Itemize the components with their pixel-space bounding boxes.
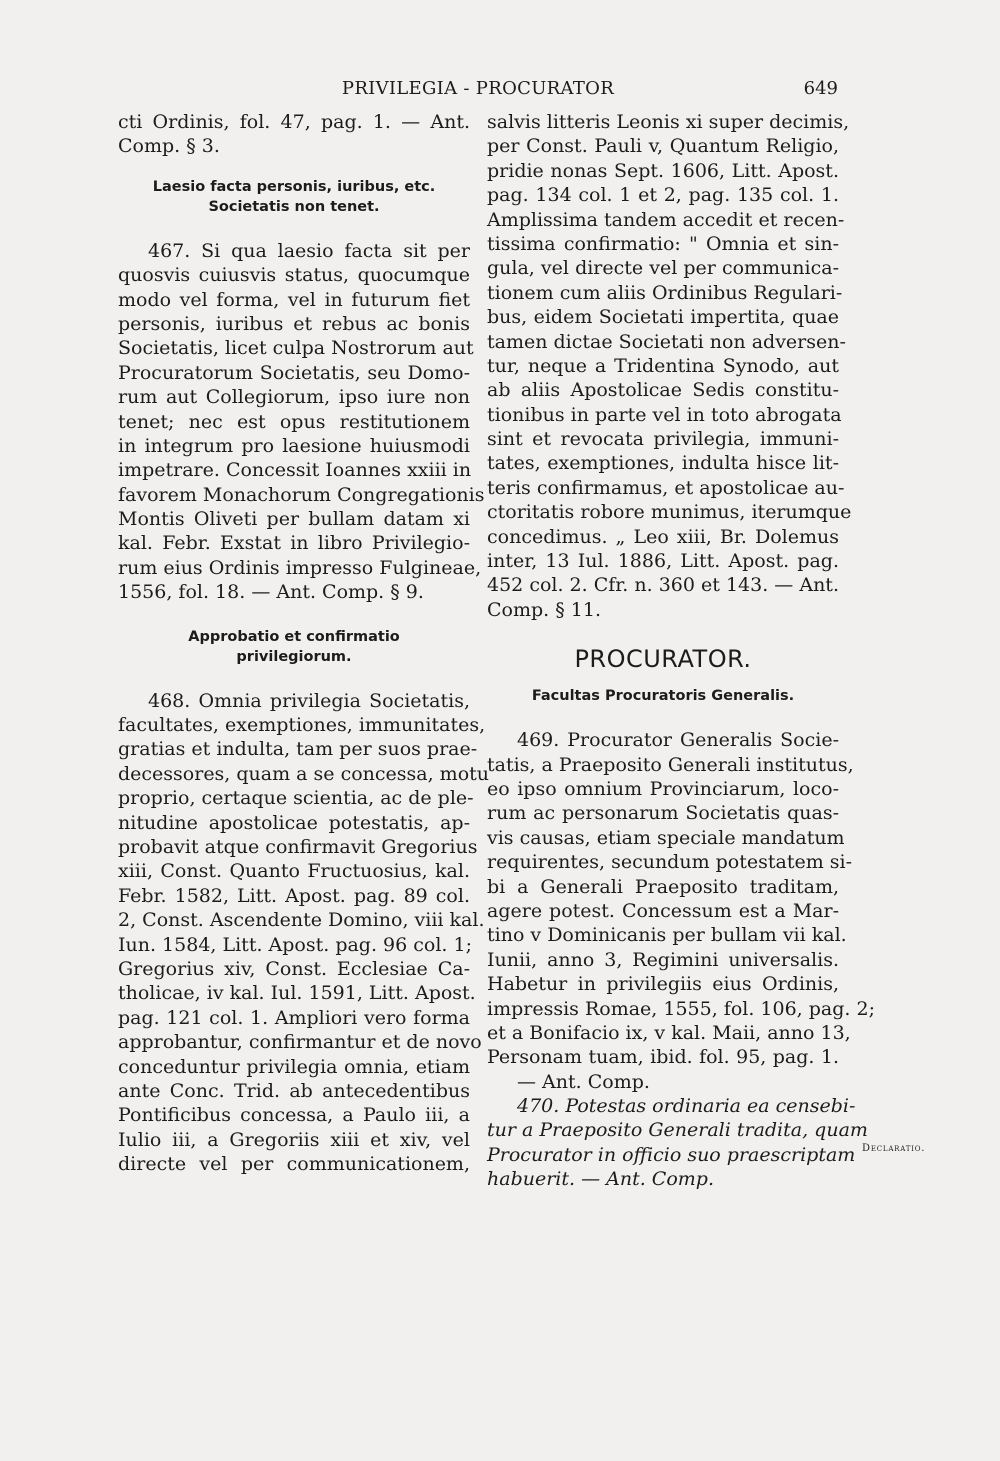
text-line: bus, eidem Societati impertita, quae <box>487 306 839 329</box>
text-line: tur a Praeposito Generali tradita, quam <box>487 1119 868 1142</box>
text-line: vis causas, etiam speciale mandatum <box>487 826 845 849</box>
text-line: directe vel per communicationem, <box>118 1153 470 1176</box>
text-line: tionem cum aliis Ordinibus Regulari- <box>487 281 843 304</box>
text-line: — Ant. Comp. <box>517 1070 650 1093</box>
section-heading: Societatis non tenet. <box>208 198 380 215</box>
left-column <box>118 110 490 1176</box>
text-line: Procuratorum Societatis, seu Domo- <box>118 361 470 384</box>
paragraph-467 <box>118 239 485 605</box>
text-line: salvis litteris Leonis xi super decimis, <box>487 111 850 133</box>
text-line: teris confirmamus, et apostolicae au- <box>487 476 845 499</box>
text-line: 452 col. 2. Cfr. n. 360 et 143. — Ant. <box>487 574 839 597</box>
text-line: personis, iuribus et rebus ac bonis <box>118 312 470 335</box>
text-line: favorem Monachorum Congregationis <box>118 483 485 506</box>
margin-note: Declaratio. <box>862 1143 926 1154</box>
text-line: cti Ordinis, fol. 47, pag. 1. — Ant. <box>118 111 470 133</box>
text-line: Iun. 1584, Litt. Apost. pag. 96 col. 1; <box>118 933 472 956</box>
right-column <box>487 110 875 1192</box>
text-line: concedimus. „ Leo xiii, Br. Dolemus <box>487 525 839 548</box>
section-heading: Approbatio et confirmatio <box>188 628 400 645</box>
text-line: ctoritatis robore munimus, iterumque <box>487 501 852 524</box>
text-line: per Const. Pauli v, Quantum Religio, <box>487 135 839 158</box>
text-line: Amplissima tandem accedit et recen- <box>487 208 845 231</box>
text-line: Gregorius xiv, Const. Ecclesiae Ca- <box>118 957 470 980</box>
text-line: impetrare. Concessit Ioannes xxiii in <box>118 459 472 482</box>
paragraph-468 <box>118 689 490 1177</box>
section-title: PROCURATOR. <box>574 645 752 674</box>
running-head <box>118 78 838 104</box>
text-line: tionibus in parte vel in toto abrogata <box>487 403 842 426</box>
paragraph-470 <box>487 1094 868 1192</box>
text-line: 470. Potestas ordinaria ea censebi- <box>517 1095 856 1118</box>
text-line: facultates, exemptiones, immunitates, <box>118 714 486 737</box>
text-line: Comp. § 11. <box>487 598 601 621</box>
text-line: agere potest. Concessum est a Mar- <box>487 899 839 922</box>
text-line: nitudine apostolicae potestatis, ap- <box>118 811 470 834</box>
text-line: Societatis, licet culpa Nostrorum aut <box>118 337 474 360</box>
text-line: Personam tuam, ibid. fol. 95, pag. 1. <box>487 1046 839 1069</box>
text-line: Comp. § 3. <box>118 135 220 158</box>
text-line: probavit atque confirmavit Gregorius <box>118 835 478 858</box>
text-line: rum eius Ordinis impresso Fulgineae, <box>118 556 482 579</box>
text-line: Procurator in officio suo praescriptam <box>487 1143 856 1166</box>
text-line: quosvis cuiusvis status, quocumque <box>118 264 470 287</box>
section-heading: privilegiorum. <box>236 648 352 665</box>
text-line: xiii, Const. Quanto Fructuosius, kal. <box>118 860 470 883</box>
text-line: tatis, a Praeposito Generali institutus, <box>487 753 854 776</box>
text-line: Iunii, anno 3, Regimini universalis. <box>487 948 839 971</box>
text-line: tates, exemptiones, indulta hisce lit- <box>487 452 839 475</box>
text-line: 467. Si qua laesio facta sit per <box>148 239 470 262</box>
text-line: et a Bonifacio ix, v kal. Maii, anno 13, <box>487 1021 851 1044</box>
paragraph-469 <box>487 728 875 1094</box>
running-title: PRIVILEGIA - PROCURATOR <box>341 78 615 99</box>
text-line: ab aliis Apostolicae Sedis constitu- <box>487 379 839 402</box>
text-line: pag. 134 col. 1 et 2, pag. 135 col. 1. <box>487 184 839 207</box>
text-line: tissima confirmatio: " Omnia et sin- <box>487 232 839 255</box>
text-line: conceduntur privilegia omnia, etiam <box>118 1055 470 1078</box>
text-line: tholicae, iv kal. Iul. 1591, Litt. Apost. <box>118 982 476 1005</box>
text-line: Febr. 1582, Litt. Apost. pag. 89 col. <box>118 884 470 907</box>
text-line: gula, vel directe vel per communica- <box>487 257 839 280</box>
text-line: modo vel forma, vel in futurum fiet <box>118 288 470 311</box>
text-line: in integrum pro laesione huiusmodi <box>118 434 470 457</box>
paragraph-468-continued <box>487 110 852 622</box>
text-line: 2, Const. Ascendente Domino, viii kal. <box>118 909 485 932</box>
text-line: 468. Omnia privilegia Societatis, <box>148 689 470 712</box>
text-line: pridie nonas Sept. 1606, Litt. Apost. <box>487 159 839 182</box>
text-line: habuerit. — Ant. Comp. <box>487 1168 714 1191</box>
text-line: proprio, certaque scientia, ac de ple- <box>118 787 474 810</box>
text-line: Pontificibus concessa, a Paulo iii, a <box>118 1104 470 1127</box>
text-line: Montis Oliveti per bullam datam xi <box>118 508 470 531</box>
text-line: eo ipso omnium Provinciarum, loco- <box>487 777 839 800</box>
text-line: kal. Febr. Exstat in libro Privilegio- <box>118 532 470 555</box>
text-line: tur, neque a Tridentina Synodo, aut <box>487 354 839 377</box>
text-line: Iulio iii, a Gregoriis xiii et xiv, vel <box>118 1128 470 1151</box>
text-line: tenet; nec est opus restitutionem <box>118 410 470 433</box>
text-line: gratias et indulta, tam per suos prae- <box>118 738 478 761</box>
text-line: decessores, quam a se concessa, motu <box>118 762 490 785</box>
text-line: tino v Dominicanis per bullam vii kal. <box>487 924 847 947</box>
text-line: approbantur, confirmantur et de novo <box>118 1031 482 1054</box>
text-line: tamen dictae Societati non adversen- <box>487 330 846 353</box>
text-line: inter, 13 Iul. 1886, Litt. Apost. pag. <box>487 550 839 573</box>
text-line: impressis Romae, 1555, fol. 106, pag. 2; <box>487 997 875 1020</box>
text-line: pag. 121 col. 1. Ampliori vero forma <box>118 1006 470 1029</box>
text-line: 469. Procurator Generalis Socie- <box>517 729 839 752</box>
text-line: bi a Generali Praeposito traditam, <box>487 875 839 898</box>
text-line: sint et revocata privilegia, immuni- <box>487 428 839 451</box>
text-line: rum aut Collegiorum, ipso iure non <box>118 386 470 409</box>
section-heading: Facultas Procuratoris Generalis. <box>531 688 795 705</box>
text-line: ante Conc. Trid. ab antecedentibus <box>118 1079 470 1102</box>
page-number: 649 <box>803 78 838 99</box>
text-line: 1556, fol. 18. — Ant. Comp. § 9. <box>118 581 424 604</box>
section-heading: Laesio facta personis, iuribus, etc. <box>152 178 436 195</box>
text-line: Habetur in privilegiis eius Ordinis, <box>487 973 839 996</box>
text-line: requirentes, secundum potestatem si- <box>487 851 853 874</box>
text-line: rum ac personarum Societatis quas- <box>487 802 839 825</box>
